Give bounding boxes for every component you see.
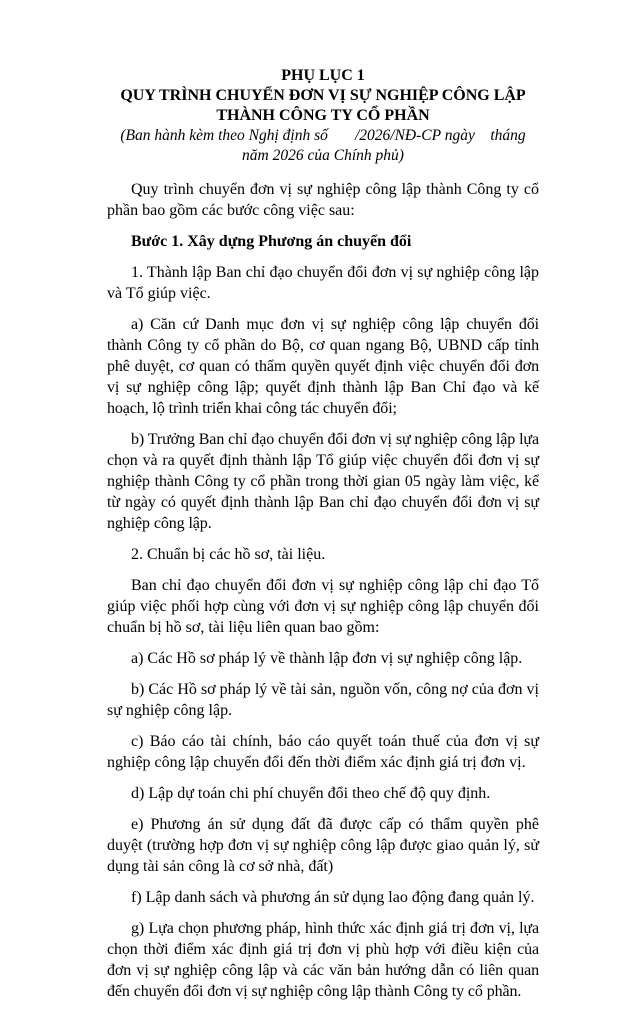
item-2g: g) Lựa chọn phương pháp, hình thức xác định giá trị đơn vị, lựa chọn thời điểm xác định giá trị đơn vị phù hợp với điều kiện của đơn vị sự nghiệp công lập và các văn bản hướng dẫn có liên quan đến chuyển đổi đơn vị sự nghiệp công lập thành Công ty cổ phần. [107,920,539,1000]
item-2: 2. Chuẩn bị các hồ sơ, tài liệu. [131,546,326,563]
item-1b: b) Trưởng Ban chỉ đạo chuyển đổi đơn vị sự nghiệp công lập lựa chọn và ra quyết định thành lập Tổ giúp việc chuyển đổi đơn vị sự nghiệp thành Công ty cổ phần trong thời gian 05 ngày làm việc, kể từ ngày có quyết định thành lập Ban chỉ đạo chuyển đổi đơn vị sự nghiệp công lập. [107,431,539,532]
item-2f: f) Lập danh sách và phương án sử dụng lao động đang quản lý. [131,889,535,906]
issuance-note: (Ban hành kèm theo Nghị định số /2026/NĐ-CP ngày tháng năm 2026 của Chính phủ) [120,127,538,164]
item-1a: a) Căn cứ Danh mục đơn vị sự nghiệp công lập chuyển đổi thành Công ty cổ phần do Bộ, cơ quan ngang Bộ, UBND cấp tỉnh phê duyệt, cơ quan có thẩm quyền quyết định việc chuyển đổi đơn vị sự nghiệp công lập; quyết định thành lập Ban Chỉ đạo và kế hoạch, lộ trình triển khai công tác chuyển đổi; [107,316,539,417]
document-title-line1: QUY TRÌNH CHUYỂN ĐƠN VỊ SỰ NGHIỆP CÔNG LẬP [120,87,526,104]
item-2c: c) Báo cáo tài chính, báo cáo quyết toán thuế của đơn vị sự nghiệp công lập chuyển đổi đến thời điểm xác định giá trị đơn vị. [107,733,539,771]
intro-paragraph: Quy trình chuyển đơn vị sự nghiệp công lập thành Công ty cổ phần bao gồm các bước công việc sau: [107,181,539,219]
item-2b: b) Các Hồ sơ pháp lý về tài sản, nguồn vốn, công nợ của đơn vị sự nghiệp công lập. [107,681,539,719]
appendix-title: PHỤ LỤC 1 [281,67,365,84]
document-page [107,66,539,1012]
item-1: 1. Thành lập Ban chỉ đạo chuyển đổi đơn vị sự nghiệp công lập và Tổ giúp việc. [107,264,539,302]
item-2e: e) Phương án sử dụng đất đã được cấp có thẩm quyền phê duyệt (trường hợp đơn vị sự nghiệp công lập được giao quản lý, sử dụng tài sản công là cơ sở nhà, đất) [107,816,539,875]
item-2d: d) Lập dự toán chi phí chuyển đổi theo chế độ quy định. [131,785,491,802]
document-title-line2: THÀNH CÔNG TY CỔ PHẦN [216,107,430,124]
step-1-heading: Bước 1. Xây dựng Phương án chuyển đổi [131,233,412,250]
item-2a: a) Các Hồ sơ pháp lý về thành lập đơn vị sự nghiệp công lập. [131,650,523,667]
item-2-intro: Ban chỉ đạo chuyển đổi đơn vị sự nghiệp công lập chỉ đạo Tổ giúp việc phối hợp cùng với đơn vị sự nghiệp công lập chuyển đổi chuẩn bị hồ sơ, tài liệu liên quan bao gồm: [107,577,539,636]
